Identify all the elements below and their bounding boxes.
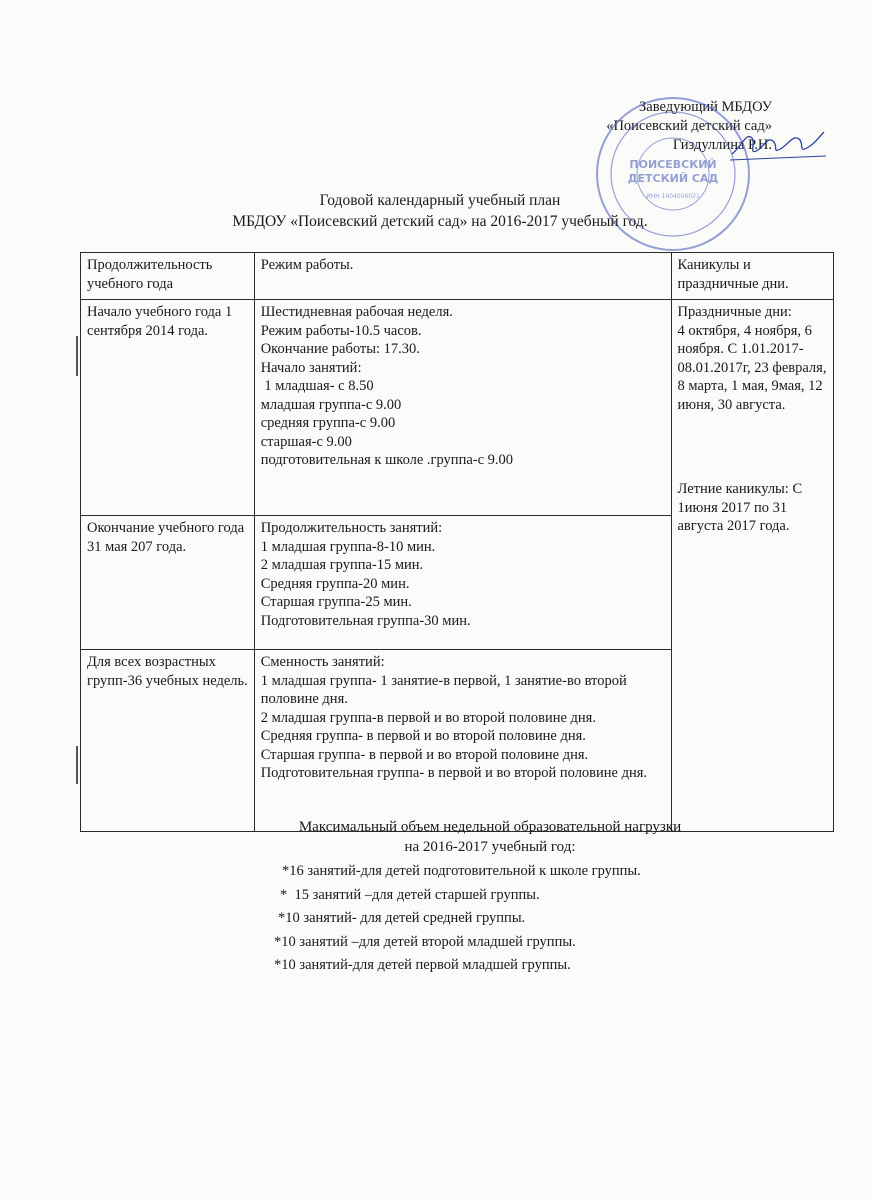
- weeks-count-cell: Для всех возрастных групп-36 учебных недель.: [81, 650, 255, 832]
- list-item: *10 занятий- для детей средней группы.: [278, 910, 526, 926]
- cell-line: Старшая группа- в первой и во второй половине дня.: [260, 746, 589, 763]
- cell-line: 2 младшая группа-15 мин.: [260, 557, 424, 573]
- list-item: *10 занятий –для детей второй младшей группы.: [274, 933, 576, 950]
- cell-line: Средняя группа-20 мин.: [260, 575, 410, 592]
- list-item: *16 занятий-для детей подготовительной к школе группы.: [282, 863, 641, 879]
- list-item: * 15 занятий –для детей старшей группы.: [280, 886, 540, 903]
- load-heading-line-1: Максимальный объем недельной образовательной нагрузки: [298, 819, 682, 835]
- cell-line: средняя группа-с 9.00: [260, 415, 396, 431]
- cell-line: 1 младшая- с 8.50: [260, 378, 374, 394]
- cell-line: Режим работы-10.5 часов.: [260, 322, 422, 339]
- cell-line: старшая-с 9.00: [260, 433, 352, 450]
- work-mode-cell: [254, 300, 671, 516]
- header-mode: Режим работы.: [254, 253, 671, 300]
- title-line-1: Годовой календарный учебный план: [319, 192, 561, 209]
- header-holidays: Каникулы и праздничные дни.: [671, 253, 834, 300]
- header-duration: Продолжительность учебного года: [81, 253, 255, 300]
- stamp-inn: ИНН 1604006021: [646, 193, 700, 200]
- cell-line: подготовительная к школе .группа-с 9.00: [260, 452, 514, 468]
- stamp-text-1: ПОИСЕВСКИЙ: [629, 158, 717, 171]
- approval-organization: «Поисевский детский сад»: [606, 118, 772, 134]
- cell-line: Старшая группа-25 мин.: [260, 594, 412, 610]
- table-row: [81, 300, 834, 516]
- cell-line: Подготовительная группа-30 мин.: [260, 612, 471, 629]
- cell-line: Шестидневная рабочая неделя.: [260, 304, 453, 320]
- cell-line: младшая группа-с 9.00: [260, 396, 402, 413]
- stamp-text-2: ДЕТСКИЙ САД: [627, 172, 719, 185]
- cell-line: Средняя группа- в первой и во второй половине дня.: [260, 728, 586, 744]
- load-heading: [200, 817, 780, 857]
- cell-line: 2 младшая группа-в первой и во второй половине дня.: [260, 709, 596, 726]
- approval-position: Заведующий МБДОУ: [639, 99, 772, 115]
- table-header-row: [81, 253, 834, 300]
- holidays-cell: [671, 300, 834, 832]
- cell-line: Начало занятий:: [260, 359, 362, 376]
- end-of-year-cell: Окончание учебного года 31 мая 207 года.: [81, 516, 255, 650]
- lesson-shift-cell: [254, 650, 671, 832]
- title-line-2: МБДОУ «Поисевский детский сад» на 2016-2017 учебный год.: [232, 213, 648, 230]
- cell-line: 1 младшая группа-8-10 мин.: [260, 538, 436, 555]
- list-item: *10 занятий-для детей первой младшей группы.: [274, 957, 571, 973]
- summer-holidays: Летние каникулы: С 1июня 2017 по 31 августа 2017 года.: [677, 481, 806, 534]
- weekly-load-list: [270, 860, 770, 978]
- lesson-duration-cell: [254, 516, 671, 650]
- signature-mark: [728, 124, 828, 166]
- load-heading-line-2: на 2016-2017 учебный год:: [404, 839, 576, 855]
- start-of-year-cell: Начало учебного года 1 сентября 2014 года.: [81, 300, 255, 516]
- margin-mark: [76, 336, 78, 376]
- approval-name: Гиздуллина Р.Н.: [672, 137, 772, 153]
- cell-line: Подготовительная группа- в первой и во второй половине дня.: [260, 765, 648, 781]
- cell-line: Продолжительность занятий:: [260, 520, 443, 536]
- cell-line: 1 младшая группа- 1 занятие-в первой, 1 занятие-во второй половине дня.: [260, 672, 631, 707]
- cell-line: Окончание работы: 17.30.: [260, 341, 420, 357]
- plan-table: [80, 252, 834, 832]
- margin-mark: [76, 746, 78, 784]
- public-holidays: Праздничные дни: 4 октября, 4 ноября, 6 ноября. С 1.01.2017-08.01.2017г, 23 февраля, 8 марта, 1 мая, 9мая, 12 июня, 30 августа.: [677, 304, 827, 413]
- plan-title: [180, 190, 700, 232]
- cell-line: Сменность занятий:: [260, 654, 385, 670]
